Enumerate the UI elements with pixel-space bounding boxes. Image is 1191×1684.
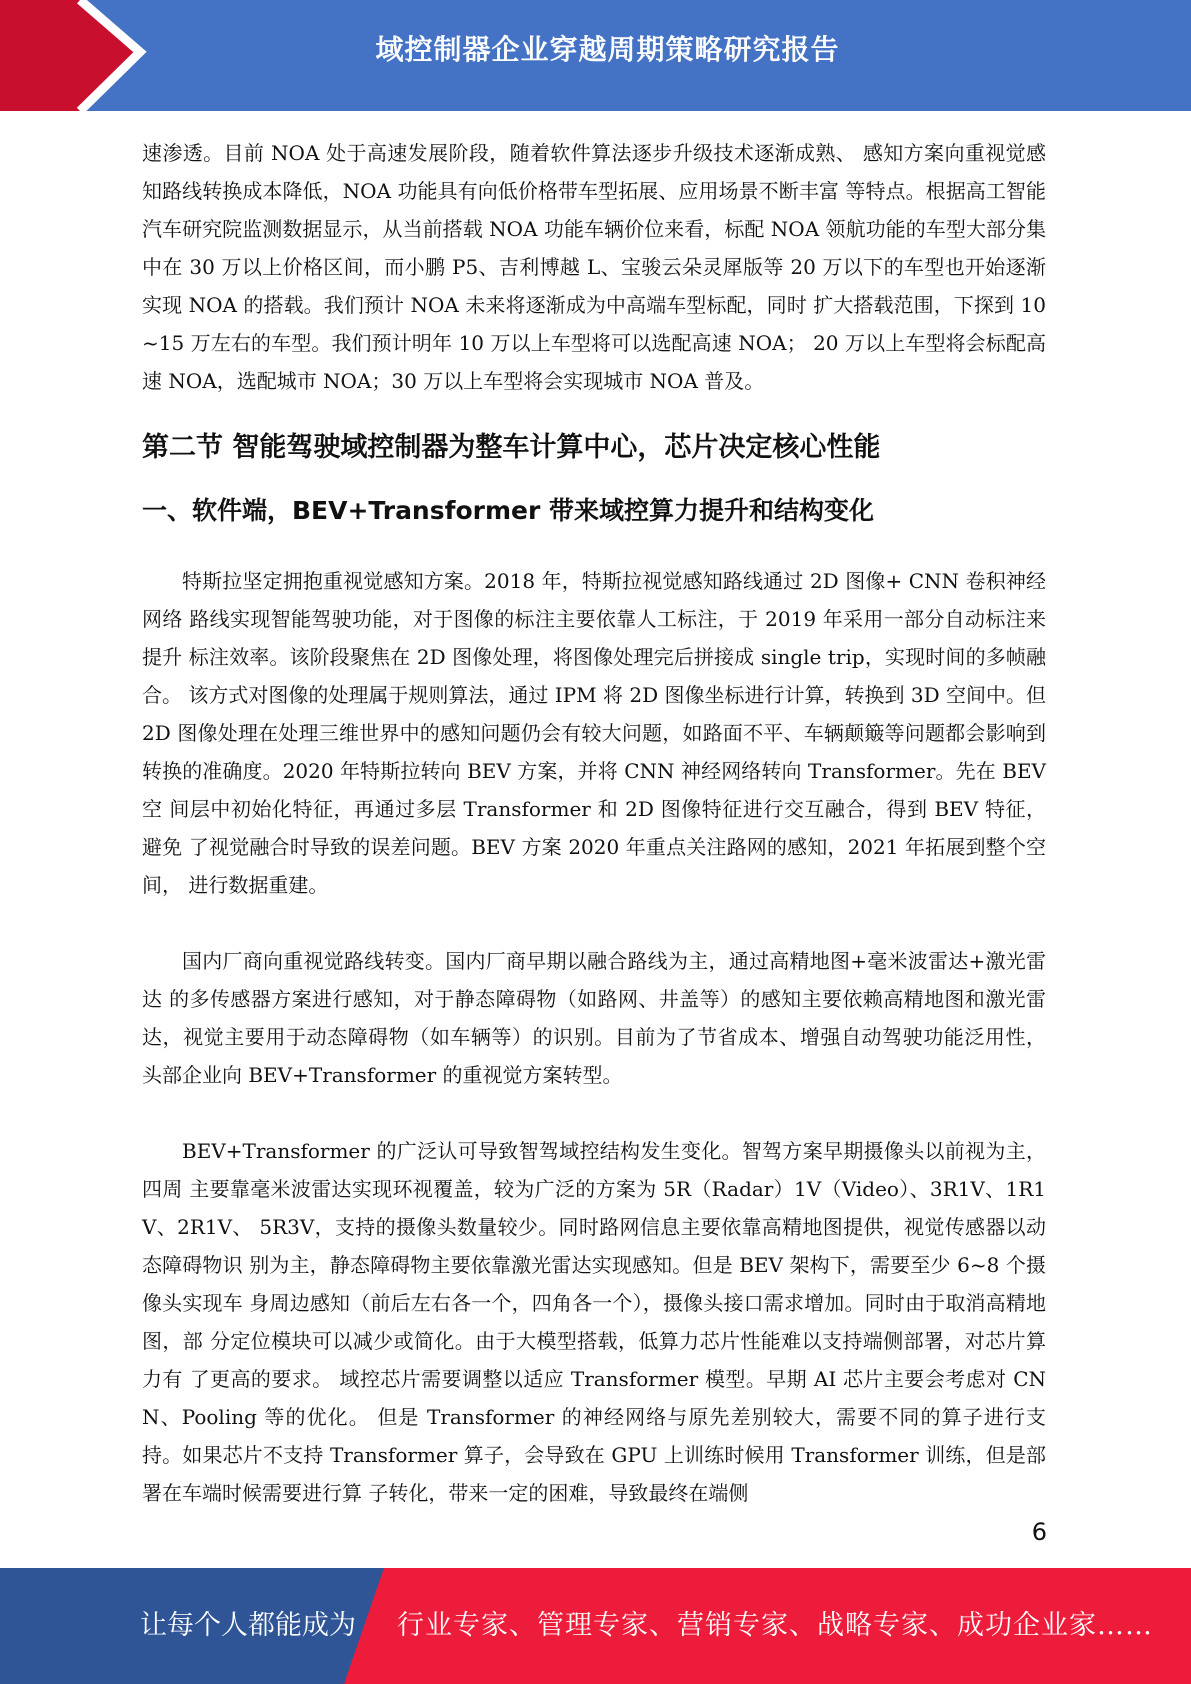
paragraph-tesla-vision: 特斯拉坚定拥抱重视觉感知方案。2018 年，特斯拉视觉感知路线通过 2D 图像+ CNN 卷积神经网络 路线实现智能驾驶功能，对于图像的标注主要依靠人工标注，于 2019 年采用一部分自动标注来提升 标注效率。该阶段聚焦在 2D 图像处理，将图像处理完后拼接成 single trip，实现时间的多帧融合。 该方式对图像的处理属于规则算法，通过 IPM 将 2D 图像坐标进行计算，转换到 3D 空间中。但 2D 图像处理在处理三维世界中的感知问题仍会有较大问题，如路面不平、车辆颠簸等问题都会影响到 转换的准确度。2020 年特斯拉转向 BEV 方案，并将 CNN 神经网络转向 Transformer。先在 BEV 空 间层中初始化特征，再通过多层 Transformer 和 2D 图像特征进行交互融合，得到 BEV 特征，避免 了视觉融合时导致的误差问题。BEV 方案 2020 年重点关注路网的感知，2021 年拓展到整个空间， 进行数据重建。 <box>142 569 1046 897</box>
paragraph-bev-transformer: BEV+Transformer 的广泛认可导致智驾域控结构发生变化。智驾方案早期摄像头以前视为主，四周 主要靠毫米波雷达实现环视覆盖，较为广泛的方案为 5R（Radar）1V（Video）、3R1V、1R1V、2R1V、 5R3V，支持的摄像头数量较少。同时路网信息主要依靠高精地图提供，视觉传感器以动态障碍物识 别为主，静态障碍物主要依靠激光雷达实现感知。但是 BEV 架构下，需要至少 6~8 个摄像头实现车 身周边感知（前后左右各一个，四角各一个），摄像头接口需求增加。同时由于取消高精地图，部 分定位模块可以减少或简化。由于大模型搭载，低算力芯片性能难以支持端侧部署，对芯片算力有 了更高的要求。 域控芯片需要调整以适应 Transformer 模型。早期 AI 芯片主要会考虑对 CNN、Pooling 等的优化。 但是 Transformer 的神经网络与原先差别较大，需要不同的算子进行支持。如果芯片不支持 Transformer 算子，会导致在 GPU 上训练时候用 Transformer 训练，但是部署在车端时候需要进行算 子转化，带来一定的困难，导致最终在端侧 <box>142 1139 1046 1505</box>
subsection-title: 一、软件端，BEV+Transformer 带来域控算力提升和结构变化 <box>142 496 875 525</box>
paragraph-domestic-vision: 国内厂商向重视觉路线转变。国内厂商早期以融合路线为主，通过高精地图+毫米波雷达+激光雷达 的多传感器方案进行感知，对于静态障碍物（如路网、井盖等）的感知主要依赖高精地图和激光雷 达，视觉主要用于动态障碍物（如车辆等）的识别。目前为了节省成本、增强自动驾驶功能泛用性， 头部企业向 BEV+Transformer 的重视觉方案转型。 <box>142 949 1046 1087</box>
footer-slogan-right: 行业专家、管理专家、营销专家、战略专家、成功企业家…… <box>397 1610 1153 1641</box>
section-title: 第二节 智能驾驶域控制器为整车计算中心，芯片决定核心性能 <box>142 432 881 463</box>
page-header <box>0 0 1191 111</box>
footer-slogan-left: 让每个人都能成为 <box>140 1610 356 1641</box>
page-footer <box>0 1568 1191 1684</box>
paragraph-noa-trend: 速渗透。目前 NOA 处于高速发展阶段，随着软件算法逐步升级技术逐渐成熟、 感知方案向重视觉感知路线转换成本降低，NOA 功能具有向低价格带车型拓展、应用场景不断丰富 等特点。根据高工智能汽车研究院监测数据显示，从当前搭载 NOA 功能车辆价位来看，标配 NOA 领航功能的车型大部分集中在 30 万以上价格区间，而小鹏 P5、吉利博越 L、宝骏云朵灵犀版等 20 万以下的车型也开始逐渐实现 NOA 的搭载。我们预计 NOA 未来将逐渐成为中高端车型标配，同时 扩大搭载范围，下探到 10~15 万左右的车型。我们预计明年 10 万以上车型将可以选配高速 NOA； 20 万以上车型将会标配高速 NOA，选配城市 NOA；30 万以上车型将会实现城市 NOA 普及。 <box>142 141 1046 393</box>
report-title: 域控制器企业穿越周期策略研究报告 <box>375 33 840 66</box>
page-number: 6 <box>1031 1518 1047 1546</box>
main-content <box>142 134 1046 1512</box>
